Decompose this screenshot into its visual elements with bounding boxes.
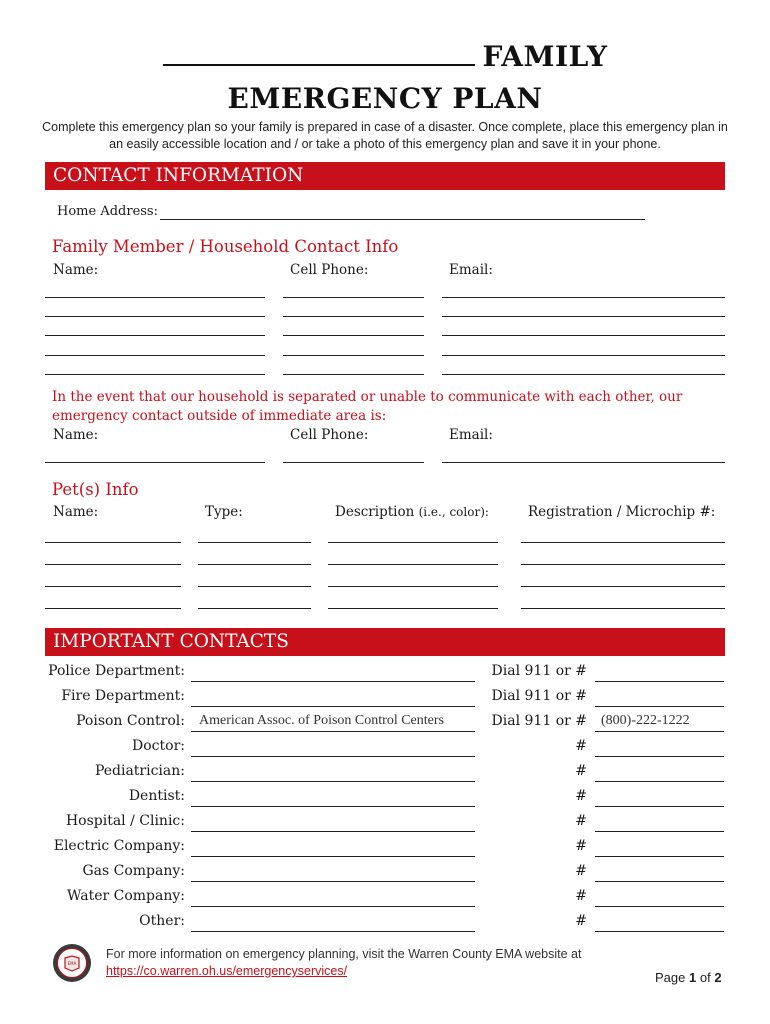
contact-phone-prefix: Dial 911 or # [491,663,587,679]
contact-name-value: American Assoc. of Poison Control Centers [199,713,444,728]
important-contacts-banner: IMPORTANT CONTACTS [45,628,725,656]
pet-name-field[interactable] [45,564,181,565]
pet-type-field[interactable] [198,608,311,609]
pet-name-field[interactable] [45,586,181,587]
family-cell-field[interactable] [283,355,424,356]
contact-phone-field[interactable] [595,687,724,707]
family-name-field[interactable] [45,316,265,317]
page-number [655,970,722,985]
outside-contact-instruction: In the event that our household is separated or unable to communicate with each other, our emergency contact outside of immediate area is: [52,389,683,424]
contact-phone-prefix: # [575,863,587,879]
footer-text [106,946,666,980]
outside-name-label: Name: [53,427,99,443]
email-column-label: Email: [449,262,493,278]
pet-registration-field[interactable] [521,586,725,587]
ema-website-link[interactable]: https://co.warren.oh.us/emergencyservices/ [106,964,348,978]
family-cell-field[interactable] [283,335,424,336]
footer-info-text: For more information on emergency planning, visit the Warren County EMA website at [106,947,582,961]
contact-label: Water Company: [67,888,185,904]
contact-label: Gas Company: [82,863,185,879]
pet-description-field[interactable] [328,564,498,565]
contact-label: Hospital / Clinic: [65,813,185,829]
pet-description-hint: (i.e., color): [418,505,489,519]
family-name-field[interactable] [45,297,265,298]
pet-type-field[interactable] [198,586,311,587]
pet-registration-label: Registration / Microchip #: [528,504,716,520]
contact-phone-prefix: # [575,913,587,929]
pet-type-field[interactable] [198,564,311,565]
contact-phone-prefix: # [575,888,587,904]
family-email-field[interactable] [442,297,725,298]
pet-description-field[interactable] [328,586,498,587]
contact-label: Dentist: [128,788,185,804]
outside-name-field[interactable] [45,462,265,463]
contact-phone-field[interactable] [595,812,724,832]
family-email-field[interactable] [442,335,725,336]
contact-phone-field[interactable] [595,762,724,782]
contact-phone-prefix: # [575,813,587,829]
contact-phone-field[interactable] [595,912,724,932]
pets-heading: Pet(s) Info [52,480,139,499]
family-name-blank[interactable] [163,40,475,66]
contact-label: Doctor: [132,738,185,754]
intro-text: Complete this emergency plan so your family is prepared in case of a disaster. Once complete, place this emergency plan in an easily accessible location and / or take a photo of this emergency plan and save it in your phone. [42,120,728,151]
family-name-field[interactable] [45,335,265,336]
cell-phone-column-label: Cell Phone: [290,262,369,278]
contact-phone-field[interactable] [595,787,724,807]
outside-email-field[interactable] [442,462,725,463]
pet-name-field[interactable] [45,542,181,543]
family-member-heading: Family Member / Household Contact Info [52,237,399,256]
pet-description-field[interactable] [328,608,498,609]
pet-type-label: Type: [205,504,243,520]
contact-phone-prefix: # [575,788,587,804]
page-title-line2: EMERGENCY PLAN [227,82,543,115]
contact-label: Police Department: [48,663,185,679]
contact-phone-prefix: Dial 911 or # [491,688,587,704]
outside-cell-field[interactable] [283,462,424,463]
contact-phone-prefix: # [575,763,587,779]
family-name-field[interactable] [45,374,265,375]
svg-text:EMA: EMA [67,961,77,966]
contact-phone-value: (800)-222-1222 [601,713,690,728]
contact-phone-prefix: # [575,738,587,754]
contact-label: Poison Control: [76,713,185,729]
family-email-field[interactable] [442,355,725,356]
family-name-field[interactable] [45,355,265,356]
name-column-label: Name: [53,262,99,278]
warren-county-ema-seal [52,943,92,983]
page-label: Page [655,970,686,985]
contact-phone-prefix: Dial 911 or # [491,713,587,729]
contact-label: Pediatrician: [94,763,185,779]
contact-phone-field[interactable] [595,887,724,907]
family-cell-field[interactable] [283,297,424,298]
contact-phone-prefix: # [575,838,587,854]
contact-label: Fire Department: [61,688,185,704]
pet-type-field[interactable] [198,542,311,543]
pet-name-field[interactable] [45,608,181,609]
contact-phone-field[interactable] [595,837,724,857]
contact-phone-field[interactable] [595,737,724,757]
contact-label: Electric Company: [53,838,185,854]
outside-cell-label: Cell Phone: [290,427,369,443]
page-of: of [699,970,711,985]
pet-description-field[interactable] [328,542,498,543]
page-current: 1 [689,970,697,985]
family-cell-field[interactable] [283,374,424,375]
contact-label: Other: [139,913,185,929]
contact-phone-field[interactable] [595,662,724,682]
contact-information-banner: CONTACT INFORMATION [45,162,725,190]
pet-description-label: Description (i.e., color): [335,504,489,520]
pet-registration-field[interactable] [521,542,725,543]
family-email-field[interactable] [442,374,725,375]
contact-phone-field[interactable] [595,862,724,882]
pet-registration-field[interactable] [521,564,725,565]
page-title [0,40,770,73]
pet-registration-field[interactable] [521,608,725,609]
family-cell-field[interactable] [283,316,424,317]
home-address-label: Home Address: [57,204,158,219]
home-address-field[interactable] [160,219,645,220]
page-total: 2 [714,970,722,985]
contact-phone-field[interactable] [595,712,724,732]
pet-name-label: Name: [53,504,99,520]
title-line1: FAMILY [482,40,608,73]
family-email-field[interactable] [442,316,725,317]
outside-email-label: Email: [449,427,493,443]
